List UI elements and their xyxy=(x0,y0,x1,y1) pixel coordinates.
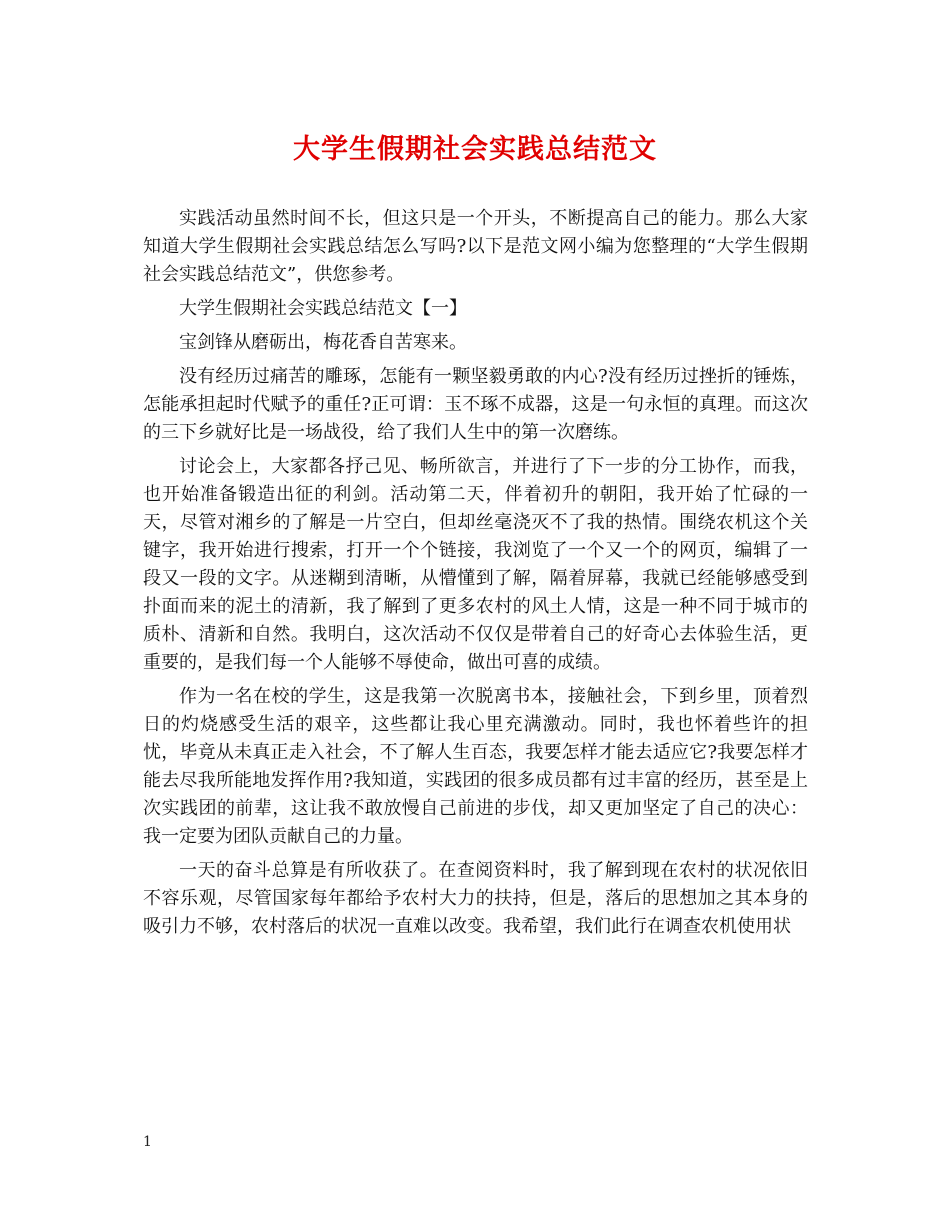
document-body xyxy=(143,205,808,947)
paragraph: 作为一名在校的学生，这是我第一次脱离书本，接触社会，下到乡里，顶着烈日的灼烧感受生活的艰辛，这些都让我心里充满激动。同时，我也怀着些许的担忧，毕竟从未真正走入社会，不了解人生百态，我要怎样才能去适应它?我要怎样才能去尽我所能地发挥作用?我知道，实践团的很多成员都有过丰富的经历，甚至是上次实践团的前辈，这让我不敢放慢自己前进的步伐，却又更加坚定了自己的决心：我一定要为团队贡献自己的力量。 xyxy=(143,686,808,847)
paragraph-intro: 实践活动虽然时间不长，但这只是一个开头，不断提高自己的能力。那么大家知道大学生假期社会实践总结怎么写吗?以下是范文网小编为您整理的“大学生假期社会实践总结范文”，供您参考。 xyxy=(143,208,808,285)
paragraph-quote: 宝剑锋从磨砺出，梅花香自苦寒来。 xyxy=(179,332,467,353)
paragraph: 讨论会上，大家都各抒己见、畅所欲言，并进行了下一步的分工协作，而我，也开始准备锻造出征的利剑。活动第二天，伴着初升的朝阳，我开始了忙碌的一天，尽管对湘乡的了解是一片空白，但却丝毫浇灭不了我的热情。围绕农机这个关键字，我开始进行搜索，打开一个个链接，我浏览了一个又一个的网页，编辑了一段又一段的文字。从迷糊到清晰，从懵懂到了解，隔着屏幕，我就已经能够感受到扑面而来的泥土的清新，我了解到了更多农村的风土人情，这是一种不同于城市的质朴、清新和自然。我明白，这次活动不仅仅是带着自己的好奇心去体验生活，更重要的，是我们每一个人能够不辱使命，做出可喜的成绩。 xyxy=(143,456,808,673)
paragraph: 一天的奋斗总算是有所收获了。在查阅资料时，我了解到现在农村的状况依旧不容乐观，尽管国家每年都给予农村大力的扶持，但是，落后的思想加之其本身的吸引力不够，农村落后的状况一直难以改变。我希望，我们此行在调查农机使用状 xyxy=(143,860,808,937)
paragraph: 没有经历过痛苦的雕琢，怎能有一颗坚毅勇敢的内心?没有经历过挫折的锤炼，怎能承担起时代赋予的重任?正可谓：玉不琢不成器，这是一句永恒的真理。而这次的三下乡就好比是一场战役，给了我们人生中的第一次磨练。 xyxy=(143,366,808,443)
document-title: 大学生假期社会实践总结范文 xyxy=(293,134,657,165)
page-number: 1 xyxy=(143,1134,152,1150)
section-heading: 大学生假期社会实践总结范文【一】 xyxy=(179,298,467,319)
